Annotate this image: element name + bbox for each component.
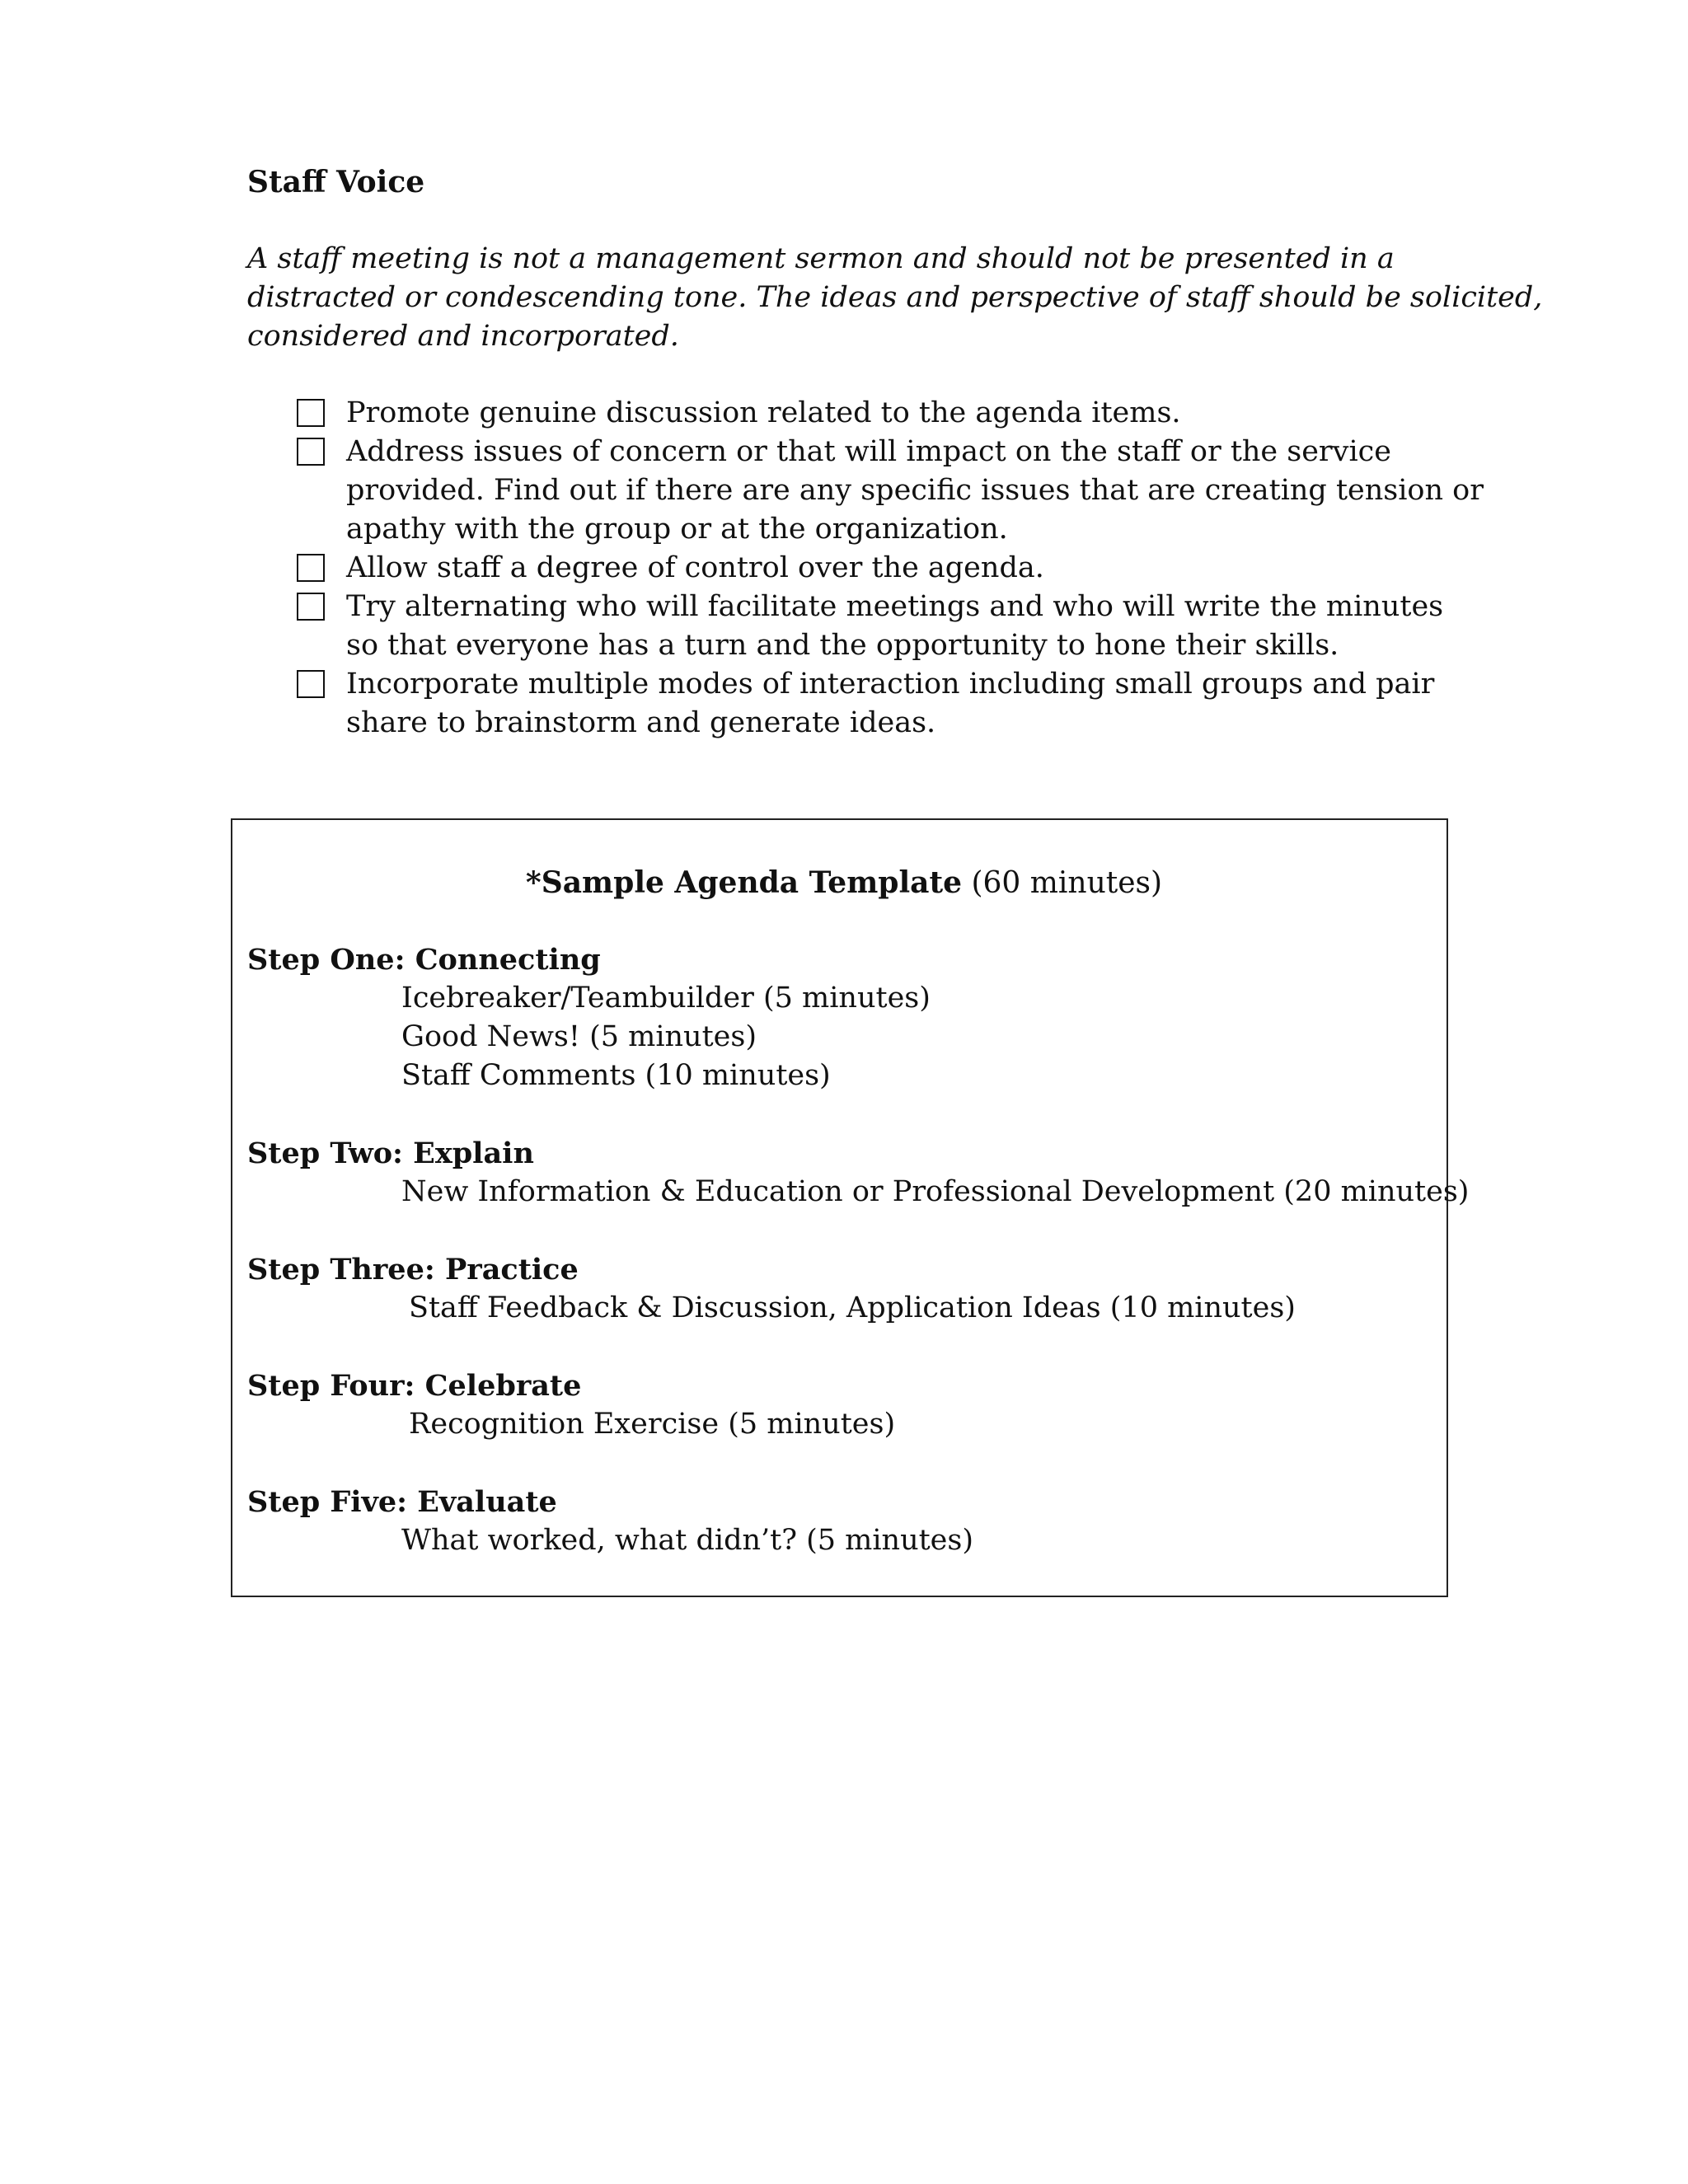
checkbox[interactable] [297,593,325,621]
agenda-title [0,863,1688,903]
step-heading [247,1483,557,1521]
agenda-step-five-items [401,1521,973,1560]
agenda-item: Recognition Exercise (5 minutes) [409,1408,896,1441]
intro-line: distracted or condescending tone. The ideas and perspective of staff should be solicited, [247,281,1543,314]
checkbox[interactable] [297,438,325,466]
checklist-item-text: apathy with the group or at the organization. [346,513,1008,546]
checkbox[interactable] [297,670,325,698]
intro-line: A staff meeting is not a management sermon and should not be presented in a [247,242,1395,275]
step-label: Step One: [247,943,406,977]
agenda-step-one [247,940,601,979]
checklist-item-text: Try alternating who will facilitate meetings and who will write the minutes [346,590,1444,623]
agenda-step-three [247,1250,579,1289]
agenda-step-two-items [401,1173,1469,1212]
step-label: Step Three: [247,1253,435,1286]
step-heading [247,1366,581,1405]
agenda-item: Staff Comments (10 minutes) [401,1059,831,1092]
checklist-item [295,588,1465,665]
agenda-item: What worked, what didn’t? (5 minutes) [401,1524,974,1557]
step-label: Step Two: [247,1137,403,1170]
agenda-item: New Information & Education or Professional Development (20 minutes) [401,1175,1470,1208]
agenda-item: Staff Feedback & Discussion, Application Ideas (10 minutes) [409,1291,1296,1324]
agenda-step-four-items [409,1405,895,1444]
step-name: Evaluate [417,1485,557,1519]
checklist-item-text: so that everyone has a turn and the opportunity to hone their skills. [346,629,1339,662]
checklist-item [295,549,1465,588]
intro-line: considered and incorporated. [247,320,679,353]
checkbox[interactable] [297,399,325,427]
agenda-item: Icebreaker/Teambuilder (5 minutes) [401,982,931,1015]
checkbox[interactable] [297,554,325,582]
step-heading [247,1134,534,1173]
step-name: Practice [444,1253,579,1286]
intro-paragraph [247,240,1543,356]
checklist-item-text: Address issues of concern or that will impact on the staff or the service [346,435,1391,468]
checklist [295,394,1484,743]
checklist-item [295,433,1484,549]
agenda-step-four [247,1366,581,1405]
step-label: Step Four: [247,1369,415,1403]
agenda-title-duration: (60 minutes) [971,866,1163,900]
step-name: Explain [413,1137,534,1170]
step-name: Celebrate [424,1369,582,1403]
checklist-item [295,665,1465,743]
checklist-item-text: Promote genuine discussion related to the agenda items. [346,396,1181,429]
step-name: Connecting [415,943,601,977]
agenda-step-five [247,1483,557,1521]
checklist-item-text: provided. Find out if there are any specific issues that are creating tension or [346,474,1484,507]
section-heading: Staff Voice [247,165,425,199]
checklist-item-text: Allow staff a degree of control over the agenda. [346,551,1044,584]
agenda-title-bold: *Sample Agenda Template [525,865,963,900]
agenda-step-one-items [401,979,931,1095]
agenda-step-two [247,1134,534,1173]
checklist-item-text: share to brainstorm and generate ideas. [346,706,936,739]
agenda-item: Good News! (5 minutes) [401,1020,757,1053]
checklist-item-text: Incorporate multiple modes of interaction including small groups and pair [346,668,1435,701]
step-heading [247,1250,579,1289]
step-label: Step Five: [247,1485,408,1519]
agenda-step-three-items [409,1289,1296,1328]
step-heading [247,940,601,979]
checklist-item [295,394,1465,433]
